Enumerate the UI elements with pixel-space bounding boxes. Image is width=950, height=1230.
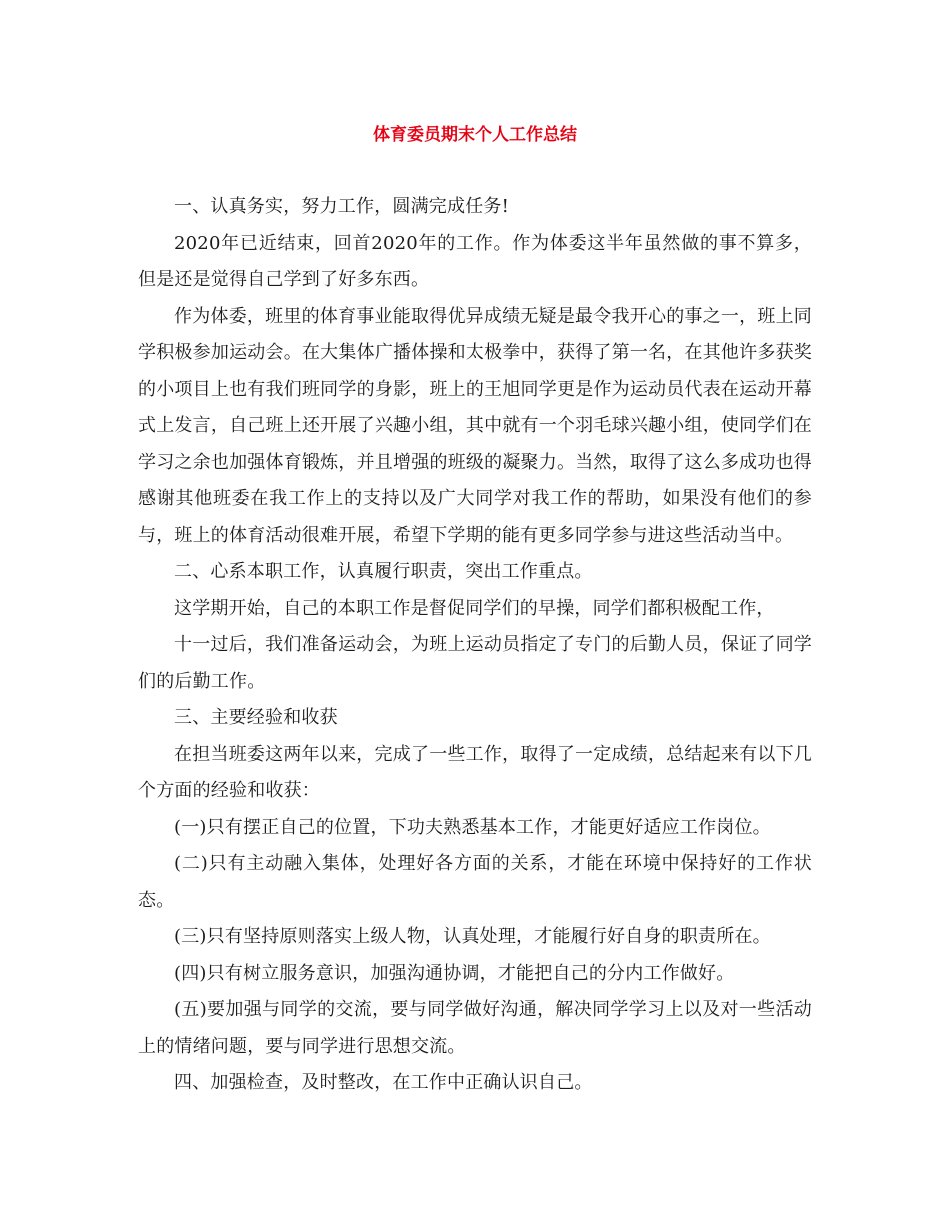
section-heading-2: 二、心系本职工作，认真履行职责，突出工作重点。 (174, 561, 593, 582)
section-heading-4: 四、加强检查，及时整改，在工作中正确认识自己。 (174, 1072, 593, 1093)
list-item: (四)只有树立服务意识，加强沟通协调，才能把自己的分内工作做好。 (174, 962, 735, 984)
document-title: 体育委员期末个人工作总结 (373, 125, 577, 145)
paragraph: 作为体委，班里的体育事业能取得优异成绩无疑是最令我开心的事之一，班上同学积极参加运动会。在大集体广播体操和太极拳中，获得了第一名，在其他许多获奖的小项目上也有我们班同学的身影，班上的王旭同学更是作为运动员代表在运动开幕式上发言，自己班上还开展了兴趣小组，其中就有一个羽毛球兴趣小组，使同学们在学习之余也加强体育锻炼，并且增强的班级的凝聚力。当然，取得了这么多成功也得感谢其他班委在我工作上的支持以及广大同学对我工作的帮助，如果没有他们的参与，班上的体育活动很难开展，希望下学期的能有更多同学参与进这些活动当中。 (138, 305, 812, 546)
paragraph: 2020年已近结束，回首2020年的工作。作为体委这半年虽然做的事不算多，但是还是觉得自己学到了好多东西。 (138, 232, 812, 290)
list-item: (三)只有坚持原则落实上级人物，认真处理，才能履行好自身的职责所在。 (174, 926, 771, 947)
list-item: (二)只有主动融入集体，处理好各方面的关系，才能在环境中保持好的工作状态。 (138, 853, 812, 911)
paragraph: 这学期开始，自己的本职工作是督促同学们的早操，同学们都积极配工作， (174, 597, 775, 619)
section-heading-3: 三、主要经验和收获 (174, 707, 338, 728)
paragraph: 在担当班委这两年以来，完成了一些工作，取得了一定成绩，总结起来有以下几个方面的经验和收获： (138, 743, 812, 801)
section-heading-1: 一、认真务实，努力工作，圆满完成任务! (174, 196, 510, 217)
list-item: (五)要加强与同学的交流，要与同学做好沟通，解决同学学习上以及对一些活动上的情绪问题，要与同学进行思想交流。 (138, 999, 812, 1057)
list-item: (一)只有摆正自己的位置，下功夫熟悉基本工作，才能更好适应工作岗位。 (174, 816, 771, 838)
document-body (138, 189, 812, 1102)
paragraph: 十一过后，我们准备运动会，为班上运动员指定了专门的后勤人员，保证了同学们的后勤工作。 (138, 634, 812, 692)
